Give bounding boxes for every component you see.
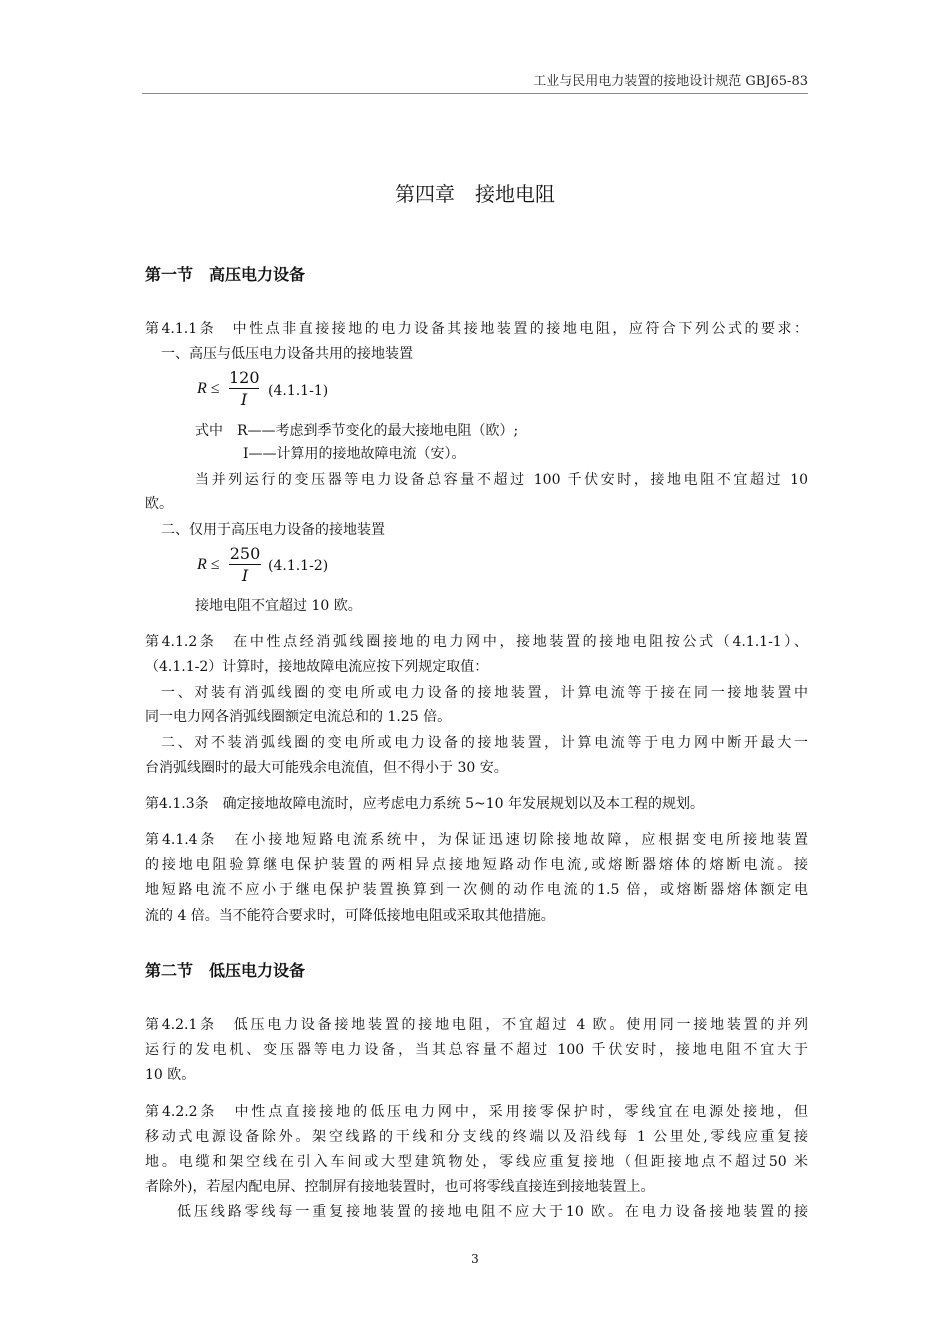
article-4-1-4-line-1: 第4.1.4条 在小接地短路电流系统中，为保证迅速切除接地故障，应根据变电所接地装置 <box>145 832 808 848</box>
article-4-1-4-line-2: 的接地电阻验算继电保护装置的两相异点接地短路动作电流,或熔断器熔体的熔断电流。接 <box>145 857 808 873</box>
item-2-label: 二、仅用于高压电力设备的接地装置 <box>161 522 385 538</box>
note-1-line-2: 欧。 <box>145 496 173 512</box>
equation-number: (4.1.1-1) <box>268 383 329 399</box>
article-4-1-2-item-1-line-1: 一、对装有消弧线圈的变电所或电力设备的接地装置，计算电流等于接在同一接地装置中 <box>161 685 808 701</box>
chapter-title: 第四章 接地电阻 <box>395 182 555 206</box>
formula-numerator: 120 <box>229 368 260 387</box>
running-header: 工业与民用电力装置的接地设计规范 GBJ65-83 <box>533 74 808 89</box>
formula-denominator: I <box>240 390 248 409</box>
formula-numerator: 250 <box>229 544 261 563</box>
article-4-1-2-line-2: （4.1.1-2）计算时，接地故障电流应按下列规定取值： <box>145 659 489 675</box>
formula-fraction <box>229 368 259 409</box>
formula-denominator: I <box>241 566 249 585</box>
article-4-2-2-line-2: 移动式电源设备除外。架空线路的干线和分支线的终端以及沿线每 1 公里处,零线应重复接 <box>145 1129 808 1145</box>
formula-4-1-1-2 <box>197 556 220 574</box>
header-rule <box>142 93 808 94</box>
note-2: 接地电阻不宜超过 10 欧。 <box>195 598 362 614</box>
formula-fraction <box>229 544 261 585</box>
note-1-line-1: 当并列运行的变压器等电力设备总容量不超过 100 千伏安时，接地电阻不宜超过 10 <box>195 472 808 488</box>
where-r: 式中 R——考虑到季节变化的最大接地电阻（欧）; <box>195 423 519 439</box>
article-4-1-3: 第4.1.3条 确定接地故障电流时，应考虑电力系统 5~10 年发展规划以及本工程的规划。 <box>145 796 704 812</box>
article-4-2-1-line-1: 第4.2.1条 低压电力设备接地装置的接地电阻，不宜超过 4 欧。使用同一接地装置的并列 <box>145 1017 808 1033</box>
article-4-2-1-line-3: 10 欧。 <box>145 1067 196 1083</box>
article-4-2-2-line-1: 第4.2.2条 中性点直接接地的低压电力网中，采用接零保护时，零线宜在电源处接地，但 <box>145 1104 808 1120</box>
article-4-1-2-item-2-line-2: 台消弧线圈时的最大可能残余电流值，但不得小于 30 安。 <box>145 760 508 776</box>
section-title-2: 第二节 低压电力设备 <box>145 961 306 980</box>
article-4-2-1-line-2: 运行的发电机、变压器等电力设备，当其总容量不超过 100 千伏安时，接地电阻不宜大于 <box>145 1042 808 1058</box>
page-number: 3 <box>471 1252 479 1266</box>
formula-lhs: R ≤ <box>197 556 220 573</box>
section-title-1: 第一节 高压电力设备 <box>145 265 306 284</box>
article-4-1-4-line-4: 流的 4 倍。当不能符合要求时，可降低接地电阻或采取其他措施。 <box>145 908 555 924</box>
where-i: I——计算用的接地故障电流（安）。 <box>243 446 466 462</box>
formula-4-1-1-1 <box>197 380 220 398</box>
article-4-1-1: 第4.1.1条 中性点非直接接地的电力设备其接地装置的接地电阻，应符合下列公式的要求： <box>145 321 808 337</box>
fraction-bar <box>229 388 259 389</box>
formula-lhs: R ≤ <box>197 380 220 397</box>
article-4-1-2-item-1-line-2: 同一电力网各消弧线圈额定电流总和的 1.25 倍。 <box>145 709 452 725</box>
article-4-2-2-line-4: 者除外)，若屋内配电屏、控制屏有接地装置时，也可将零线直接连到接地装置上。 <box>145 1179 655 1195</box>
article-4-1-4-line-3: 地短路电流不应小于继电保护装置换算到一次侧的动作电流的1.5 倍，或熔断器熔体额定电 <box>145 882 808 898</box>
item-1-label: 一、高压与低压电力设备共用的接地装置 <box>161 346 413 362</box>
article-4-2-2-paragraph-2: 低压线路零线每一重复接地装置的接地电阻不应大于10 欧。在电力设备接地装置的接 <box>177 1204 808 1220</box>
article-4-1-2-line-1: 第4.1.2条 在中性点经消弧线圈接地的电力网中，接地装置的接地电阻按公式（4.1.1-1）、 <box>145 634 808 650</box>
equation-number: (4.1.1-2) <box>268 558 329 574</box>
fraction-bar <box>229 564 261 565</box>
article-4-2-2-line-3: 地。电缆和架空线在引入车间或大型建筑物处，零线应重复接地（但距接地点不超过50 米 <box>145 1154 808 1170</box>
article-4-1-2-item-2-line-1: 二、对不装消弧线圈的变电所或电力设备的接地装置，计算电流等于电力网中断开最大一 <box>161 735 808 751</box>
